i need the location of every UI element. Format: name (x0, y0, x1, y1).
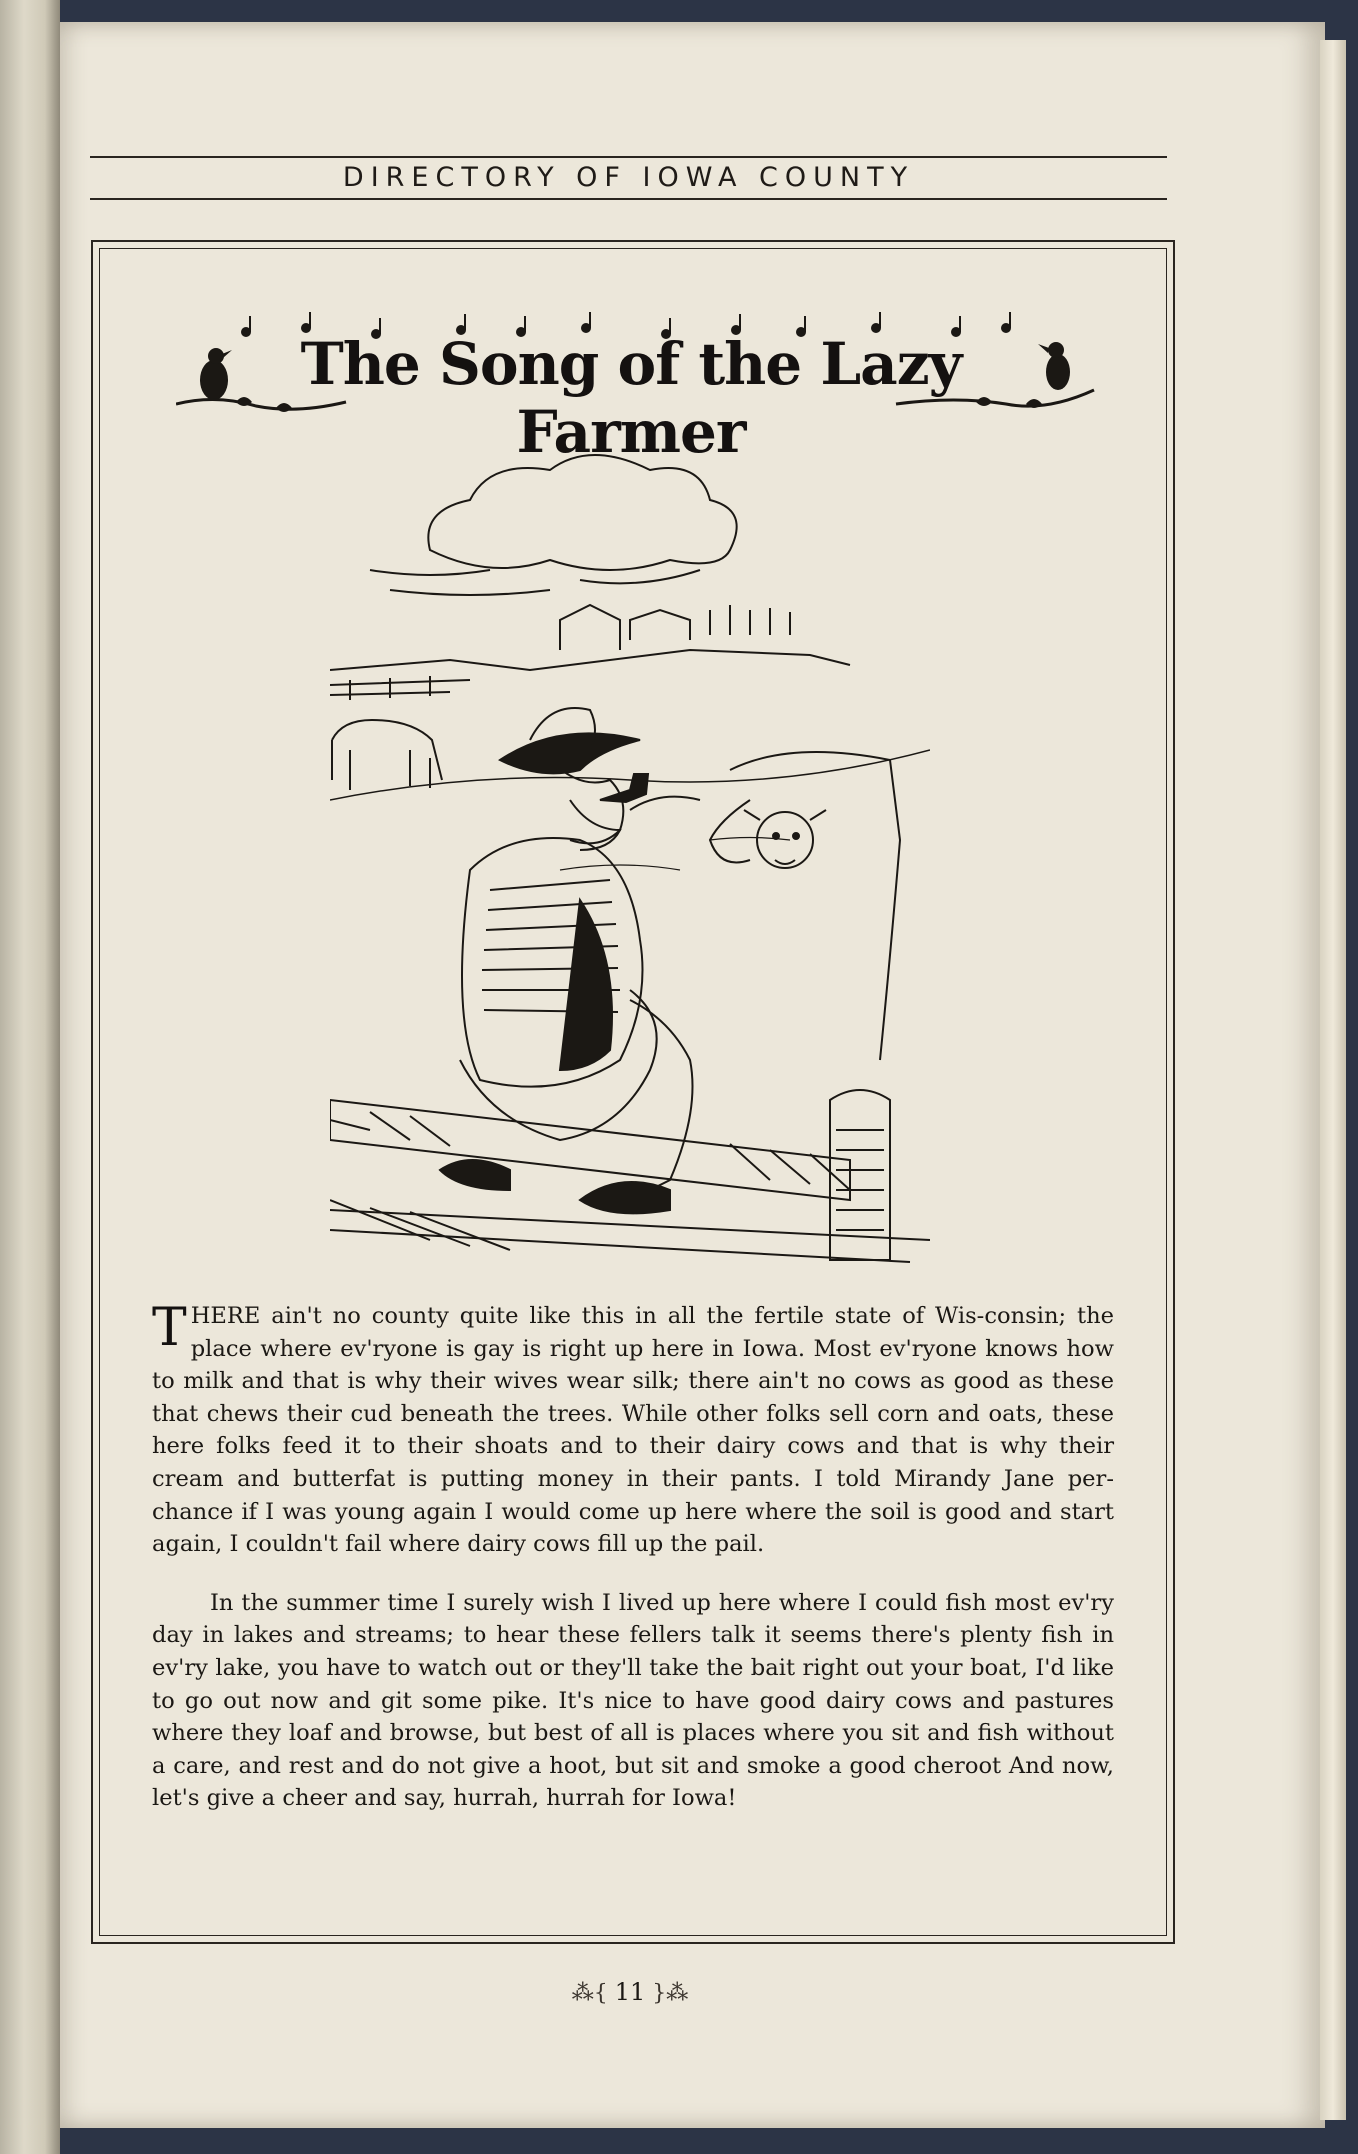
page-number (560, 1978, 700, 2006)
title-banner (176, 310, 1096, 466)
paragraph-1 (152, 1300, 1114, 1561)
page-number-text: 11 (614, 1978, 646, 2006)
cloud-icon (370, 455, 737, 595)
article-body (152, 1300, 1114, 1815)
page-edge (1320, 40, 1346, 2120)
paragraph-2: In the summer time I surely wish I lived up here where I could fish most ev'ry day in lakes and streams; to hear these fellers talk it seems there's plenty fish in ev'ry lake, you have to watch out or they'll take the bait right out your boat, I'd like to go out now and git some pike. It's nice to have good dairy cows and pastures where they loaf and browse, but best of all is places where you sit and fish without a care, and rest and do not give a hoot, but sit and smoke a good cheroot And now, let's give a cheer and say, hurrah, hurrah for Iowa! (152, 1589, 1114, 1812)
paragraph-1-text: HERE ain't no county quite like this in all the fertile state of Wis-consin; the place where ev'ryone is gay is right up here in Iowa. Most ev'ryone knows how to milk and that is why their wives wear silk; there ain't no cows as good as these that chews their cud beneath the trees. While other folks sell corn and oats, these here folks feed it to their shoats and to their dairy cows and that is why their cream and butterfat is putting money in their pants. I told Mirandy Jane per-chance if I was young again I would come up here where the soil is good and start again, I couldn't fail where dairy cows fill up the pail. (152, 1303, 1114, 1558)
folio-ornament-left: ⁂{ (571, 1981, 615, 2006)
article-title: The Song of the Lazy Farmer (300, 330, 962, 466)
farmer-illustration (330, 440, 930, 1270)
running-head-text: DIRECTORY OF IOWA COUNTY (342, 162, 915, 193)
running-head (90, 156, 1167, 200)
horse-icon (332, 720, 442, 790)
farmer-drawing (330, 440, 930, 1270)
fence-rail (330, 1090, 930, 1262)
folio-ornament-right: }⁂ (645, 1981, 689, 2006)
drop-cap: T (152, 1298, 187, 1358)
book-spine-edge (0, 0, 60, 2154)
cow-icon (630, 752, 900, 1060)
barn-icon (330, 605, 850, 700)
